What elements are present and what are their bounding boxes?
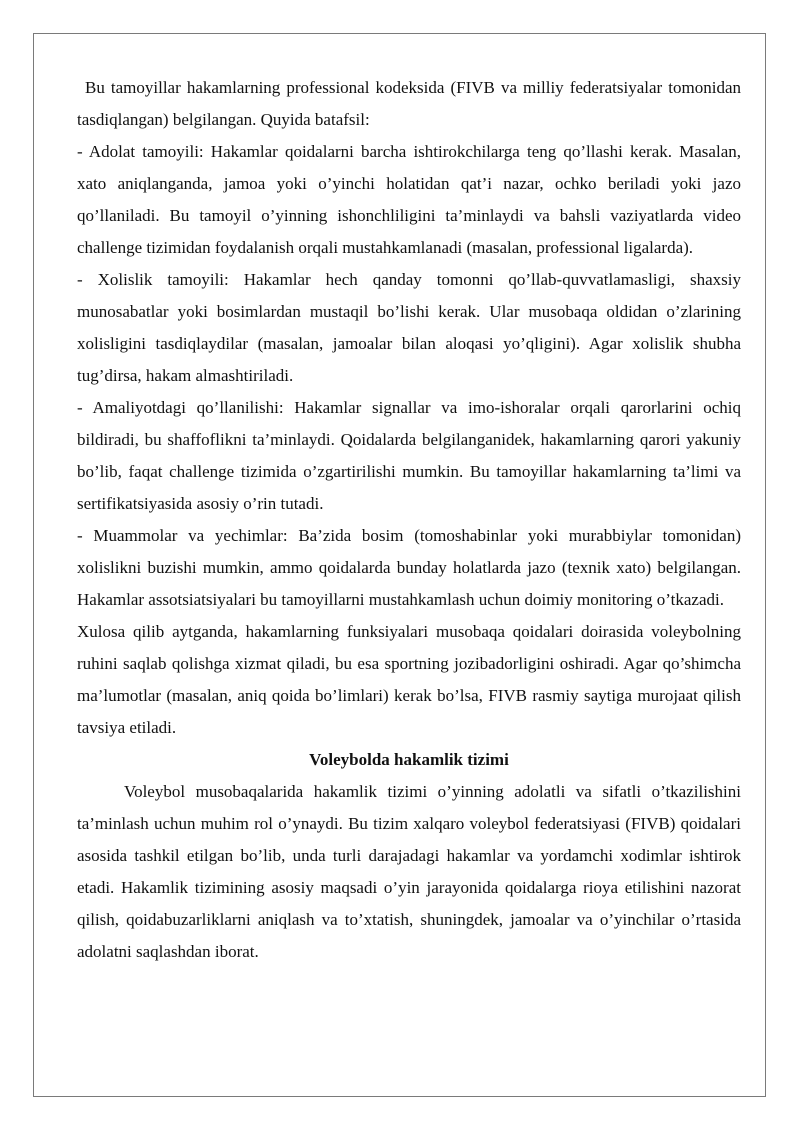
conclusion-paragraph: Xulosa qilib aytganda, hakamlarning funksiyalari musobaqa qoidalari doirasida voleybolning ruhini saqlab qolishga xizmat qiladi, bu esa sportning jozibadorligini oshiradi. Agar qo’shimcha ma’lumotlar (masalan, aniq qoida bo’limlari) kerak bo’lsa, FIVB rasmiy saytiga murojaat qilish tavsiya etiladi. [77,622,741,737]
practical-application-paragraph: - Amaliyotdagi qo’llanilishi: Hakamlar signallar va imo-ishoralar orqali qarorlarini ochiq bildiradi, bu shaffoflikni ta’minlaydi. Qoidalarda belgilanganidek, hakamlarning qarori yakuniy bo’lib, faqat challenge tizimida o’zgartirilishi mumkin. Bu tamoyillar hakamlarning ta’limi va sertifikatsiyasida asosiy o’rin tutadi. [77,398,741,513]
fairness-principle-paragraph: - Adolat tamoyili: Hakamlar qoidalarni barcha ishtirokchilarga teng qo’llashi kerak. Masalan, xato aniqlanganda, jamoa yoki o’yinchi holatidan qat’i nazar, ochko beriladi yoki jazo qo’llaniladi. Bu tamoyil o’yinning ishonchliligini ta’minlaydi va bahsli vaziyatlarda video challenge tizimidan foydalanish orqali mustahkamlanadi (masalan, professional ligalarda). [77,142,741,257]
section-heading: Voleybolda hakamlik tizimi [309,750,509,769]
problems-solutions-paragraph: - Muammolar va yechimlar: Ba’zida bosim (tomoshabinlar yoki murabbiylar tomonidan) xolislikni buzishi mumkin, ammo qoidalarda bunday holatlarda jazo (texnik xato) belgilangan. Hakamlar assotsiatsiyalari bu tamoyillarni mustahkamlash uchun doimiy monitoring o’tkazadi. [77,526,741,609]
refereeing-system-paragraph: Voleybol musobaqalarida hakamlik tizimi o’yinning adolatli va sifatli o’tkazilishini ta’minlash uchun muhim rol o’ynaydi. Bu tizim xalqaro voleybol federatsiyasi (FIVB) qoidalari asosida tashkil etilgan bo’lib, unda turli darajadagi hakamlar va yordamchi xodimlar ishtirok etadi. Hakamlik tizimining asosiy maqsadi o’yin jarayonida qoidalarga rioya etilishini nazorat qilish, qoidabuzarliklarni aniqlash va to’xtatish, shuningdek, jamoalar va o’yinchilar o’rtasida adolatni saqlashdan iborat. [77,782,741,961]
impartiality-principle-paragraph: - Xolislik tamoyili: Hakamlar hech qanday tomonni qo’llab-quvvatlamasligi, shaxsiy munosabatlar yoki bosimlardan mustaqil bo’lishi kerak. Ular musobaqa oldidan o’zlarining xolisligini tasdiqlaydilar (masalan, jamoalar bilan aloqasi yo’qligini). Agar xolislik shubha tug’dirsa, hakam almashtiriladi. [77,270,741,385]
document-body [77,72,741,968]
intro-paragraph: Bu tamoyillar hakamlarning professional kodeksida (FIVB va milliy federatsiyalar tomonidan tasdiqlangan) belgilangan. Quyida batafsil: [77,78,741,129]
